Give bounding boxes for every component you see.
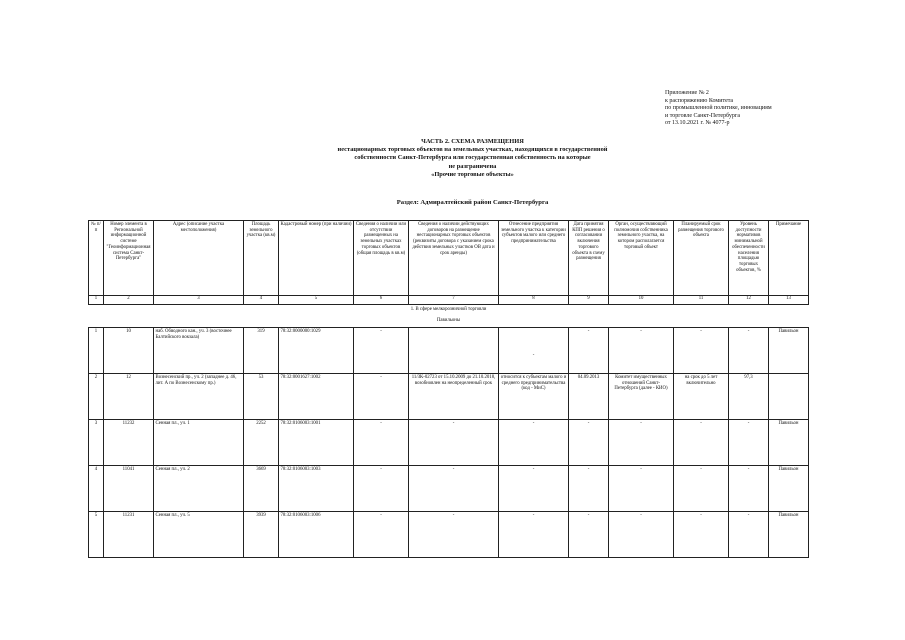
appendix-line: и торговле Санкт-Петербурга	[665, 112, 741, 119]
title-line: не разграничена	[448, 162, 497, 170]
table-cell: 11232	[104, 420, 154, 466]
table-cell: 2	[89, 374, 104, 420]
table-cell: -	[499, 466, 569, 512]
table-cell: -	[569, 512, 609, 558]
column-header: № п/п	[89, 221, 104, 296]
column-header: Площадь земельного участка (кв.м)	[244, 221, 279, 296]
table-cell: -	[609, 420, 674, 466]
column-number: 2	[104, 296, 154, 305]
table-row	[89, 512, 809, 558]
column-number: 7	[409, 296, 499, 305]
subheading: 1. В сфере мелкорозничной торговли	[89, 305, 809, 318]
column-number: 9	[569, 296, 609, 305]
column-number: 6	[354, 296, 409, 305]
column-header: Сведения о наличии или отсутствии размещенных на земельных участках торговых объектов (общая площадь в кв.м)	[354, 221, 409, 296]
appendix-line: от 13.10.2021 г. № 4077-р	[665, 120, 730, 127]
table-cell: -	[569, 466, 609, 512]
column-header: Кадастровый номер (при наличии)	[279, 221, 354, 296]
table-cell: -	[609, 466, 674, 512]
table-cell: Павильон	[769, 512, 809, 558]
appendix-note	[665, 90, 885, 128]
table-cell: -	[674, 420, 729, 466]
column-number: 8	[499, 296, 569, 305]
column-header: Отнесение предприятия земельного участка к категории субъектов малого или среднего предпринимательства	[499, 221, 569, 296]
table-cell: 78:32:0106003:1001	[279, 420, 354, 466]
table-cell: -	[499, 328, 569, 374]
table-cell: относится к субъектам малого и среднего предпринимательства (код - МиС)	[499, 374, 569, 420]
table-row	[89, 328, 809, 374]
table-cell: Комитет имущественных отношений Санкт-Петербурга (далее - КИО)	[609, 374, 674, 420]
table-row	[89, 466, 809, 512]
table-cell: -	[354, 374, 409, 420]
table-cell	[409, 328, 499, 374]
table-cell: на срок до 5 лет включительно	[674, 374, 729, 420]
column-number: 3	[154, 296, 244, 305]
table-cell: -	[729, 420, 769, 466]
column-number: 4	[244, 296, 279, 305]
table-cell: 11041	[104, 466, 154, 512]
table-cell: Вознесенский пр., уч. 2 (западнее д. 46, лит. А по Вознесенскому пр.)	[154, 374, 244, 420]
table-cell: Павильон	[769, 466, 809, 512]
table-cell: 3669	[244, 466, 279, 512]
table-cell: 53	[244, 374, 279, 420]
table-cell: 2252	[244, 420, 279, 466]
table-cell: -	[499, 420, 569, 466]
table-cell: 97,3	[729, 374, 769, 420]
table-cell	[769, 374, 809, 420]
table-cell: 319	[244, 328, 279, 374]
column-header: Номер элемента в Региональной информационной системе "Геоинформационная система Санкт-Петербурга"	[104, 221, 154, 296]
title-part: ЧАСТЬ 2. СХЕМА РАЗМЕЩЕНИЯ	[421, 138, 524, 145]
table-cell: Сенная пл., уч. 2	[154, 466, 244, 512]
table-cell: -	[354, 466, 409, 512]
table-cell: -	[674, 328, 729, 374]
table-cell: Сенная пл., уч. 1	[154, 420, 244, 466]
table-cell: 3939	[244, 512, 279, 558]
table-cell: Павильон	[769, 328, 809, 374]
table-cell: 78:32:0106003:1003	[279, 466, 354, 512]
table-cell: -	[354, 420, 409, 466]
appendix-line: к распоряжению Комитета	[665, 97, 734, 104]
table-cell: -	[674, 512, 729, 558]
table-cell: 78:32:0000000:1029	[279, 328, 354, 374]
table-cell: -	[354, 512, 409, 558]
table-cell: 78:32:0106003:1006	[279, 512, 354, 558]
column-number: 11	[674, 296, 729, 305]
table-cell: 11231	[104, 512, 154, 558]
table-cell: 10	[104, 328, 154, 374]
table-cell: -	[674, 466, 729, 512]
column-number-row	[89, 296, 809, 305]
table-cell: 11/ЗК-02723 от 15.10.2009 до 21.10.2018, возобновлен на неопределенный срок	[409, 374, 499, 420]
column-number: 1	[89, 296, 104, 305]
table-cell: 3	[89, 420, 104, 466]
subheading-row	[89, 305, 809, 318]
table-cell: -	[499, 512, 569, 558]
table-cell: 12	[104, 374, 154, 420]
column-header: Примечание	[769, 221, 809, 296]
table-cell: Сенная пл., уч. 5	[154, 512, 244, 558]
table-cell: -	[569, 420, 609, 466]
table-row	[89, 420, 809, 466]
document-title	[255, 138, 690, 179]
column-header: Планируемый срок размещения торгового объекта	[674, 221, 729, 296]
appendix-line: Приложение № 2	[665, 90, 709, 96]
placement-table	[88, 220, 809, 558]
column-header: Орган, осуществляющий полномочия собственника земельного участка, на котором располагается торговый объект	[609, 221, 674, 296]
table-cell: 5	[89, 512, 104, 558]
table-cell: -	[409, 512, 499, 558]
table-cell: Павильон	[769, 420, 809, 466]
table-row	[89, 374, 809, 420]
table-cell: -	[729, 466, 769, 512]
column-header: Сведения о наличии действующих договоров на размещение нестационарных торговых объектов (реквизиты договора с указанием срока действия земельных участков ОВ дата и срок аренды)	[409, 221, 499, 296]
appendix-line: по промышленной политике, инновациям	[665, 105, 772, 112]
table-cell: наб. Обводного кан., уч. 3 (восточнее Балтийского вокзала)	[154, 328, 244, 374]
table-cell: -	[409, 466, 499, 512]
table-cell: -	[729, 328, 769, 374]
subheading: Павильоны	[436, 318, 461, 323]
title-line: «Прочие торговые объекты»	[431, 170, 514, 178]
title-line: нестационарных торговых объектов на земельных участках, находящихся в государственной	[337, 146, 608, 154]
column-number: 12	[729, 296, 769, 305]
column-number: 10	[609, 296, 674, 305]
table-cell: 78:32:0001627:1002	[279, 374, 354, 420]
section-title: Раздел: Адмиралтейский район Санкт-Петербурга	[396, 199, 549, 206]
table-cell: 04.09.2013	[569, 374, 609, 420]
column-number: 5	[279, 296, 354, 305]
subheading-row	[89, 317, 809, 328]
table-cell: -	[569, 328, 609, 374]
column-header: Адрес (описание участка местоположения)	[154, 221, 244, 296]
table-cell: -	[609, 328, 674, 374]
table-header-row	[89, 221, 809, 296]
title-line: собственности Санкт-Петербурга или государственная собственность на которые	[354, 154, 591, 162]
column-header: Дата принятия КПП решения о согласовании включения торгового объекта в схему размещения	[569, 221, 609, 296]
table-cell: -	[729, 512, 769, 558]
table-cell: -	[609, 512, 674, 558]
table-cell: -	[354, 328, 409, 374]
column-number: 13	[769, 296, 809, 305]
table-cell: 4	[89, 466, 104, 512]
table-cell: 1	[89, 328, 104, 374]
table-cell: -	[409, 420, 499, 466]
column-header: Уровень доступности нормативов минимальной обеспеченности населения площадью торговых объектов, %	[729, 221, 769, 296]
